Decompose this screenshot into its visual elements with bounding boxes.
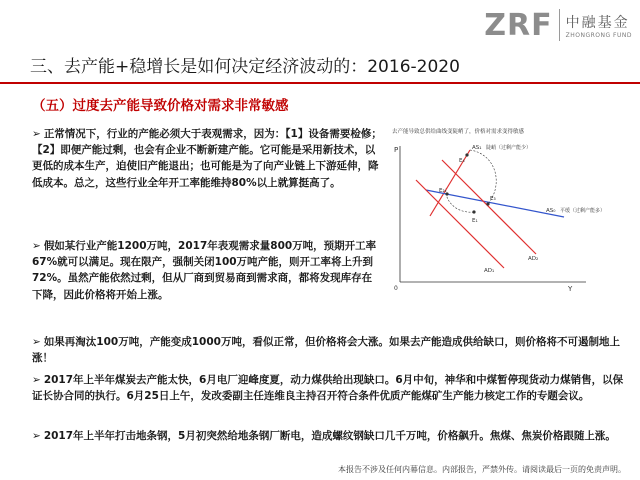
arrow-bullet-icon: ➢ xyxy=(32,128,41,140)
point-label-e2: E₂ xyxy=(439,188,445,194)
company-logo xyxy=(484,2,632,48)
slide-title: 三、去产能+稳增长是如何决定经济波动的：2016-2020 xyxy=(30,57,460,77)
diagram-caption: 去产能导致总供给曲线变陡峭了，价格对需求变得敏感 xyxy=(392,129,525,135)
label-ad1: AD₁ xyxy=(484,268,495,274)
note-as1: 陡峭（过剩产能少） xyxy=(486,145,532,151)
paragraph-3: ➢ 如果再淘汰100万吨，产能变成1000万吨，看似正常，但价格将会大涨。如果去产能造成供给缺口，则价格将不可遏制地上涨！ xyxy=(32,336,620,365)
point-label-e4: E₄ xyxy=(459,158,465,164)
curve-ad1 xyxy=(416,180,504,268)
supply-demand-diagram xyxy=(386,124,630,294)
logo-name-en: ZHONGRONG FUND xyxy=(565,31,632,39)
paragraph-4: ➢ 2017年上半年煤炭去产能太快，6月电厂迎峰度夏，动力煤供给出现缺口。6月中旬，神华和中煤暂停现货动力煤销售，以保证长协合同的执行。6月25日上午，发改委副主任连维良主持召开符合条件优质产能煤矿生产能力核定工作的专题会议。 xyxy=(32,374,624,403)
shift-arrow-left xyxy=(446,188,474,212)
point-label-e1: E₁ xyxy=(472,218,478,224)
curve-ad2 xyxy=(442,160,536,254)
logo-name-cn: 中融基金 xyxy=(565,14,630,31)
point-e2 xyxy=(445,192,448,195)
y-axis-label: P xyxy=(394,146,399,154)
logo-divider xyxy=(559,9,560,41)
label-as0: AS₀ xyxy=(546,208,556,214)
arrow-bullet-icon: ➢ xyxy=(32,336,41,348)
paragraph-2: ➢ 假如某行业产能1200万吨，2017年表观需求量800万吨，预期开工率67%就可以满足。现在限产，强制关闭100万吨产能，则开工率将上升到72%。虽然产能依然过剩，但从厂商到贸易商到需求商，都将发现库存在下降，因此价格将开始上涨。 xyxy=(32,240,377,301)
label-as1: AS₁ xyxy=(472,145,482,151)
title-divider xyxy=(0,82,640,84)
point-e4 xyxy=(465,153,468,156)
paragraph-1: ➢ 正常情况下，行业的产能必须大于表观需求，因为：【1】设备需要检修；【2】即便产能过剩，也会有企业不断新建产能。它可能是采用新技术，以更低的成本生产，迫使旧产能退出；也可能是为了向产业链上下游延伸，降低成本。总之，这些行业全年开工率能维持80%以上就算挺高了。 xyxy=(32,128,382,189)
point-label-e3: E₃ xyxy=(490,196,496,202)
label-ad2: AD₂ xyxy=(528,256,539,262)
arrow-bullet-icon: ➢ xyxy=(32,240,41,252)
origin-label: 0 xyxy=(394,285,398,292)
x-axis-label: Y xyxy=(568,285,573,293)
section-subtitle: （五）过度去产能导致价格对需求非常敏感 xyxy=(32,98,289,114)
note-as0: 平缓（过剩产能多） xyxy=(560,208,606,214)
disclaimer-footer: 本报告不涉及任何内幕信息。内部报告，严禁外传。请阅读最后一页的免责声明。 xyxy=(338,465,626,474)
logo-mark: ZRF xyxy=(484,7,553,43)
paragraph-5: ➢ 2017年上半年打击地条钢，5月初突然给地条钢厂断电，造成螺纹钢缺口几千万吨，价格飙升。焦煤、焦炭价格跟随上涨。 xyxy=(32,430,616,442)
arrow-bullet-icon: ➢ xyxy=(32,430,41,442)
arrow-bullet-icon: ➢ xyxy=(32,374,41,386)
point-e1 xyxy=(472,210,475,213)
point-e3 xyxy=(486,202,489,205)
